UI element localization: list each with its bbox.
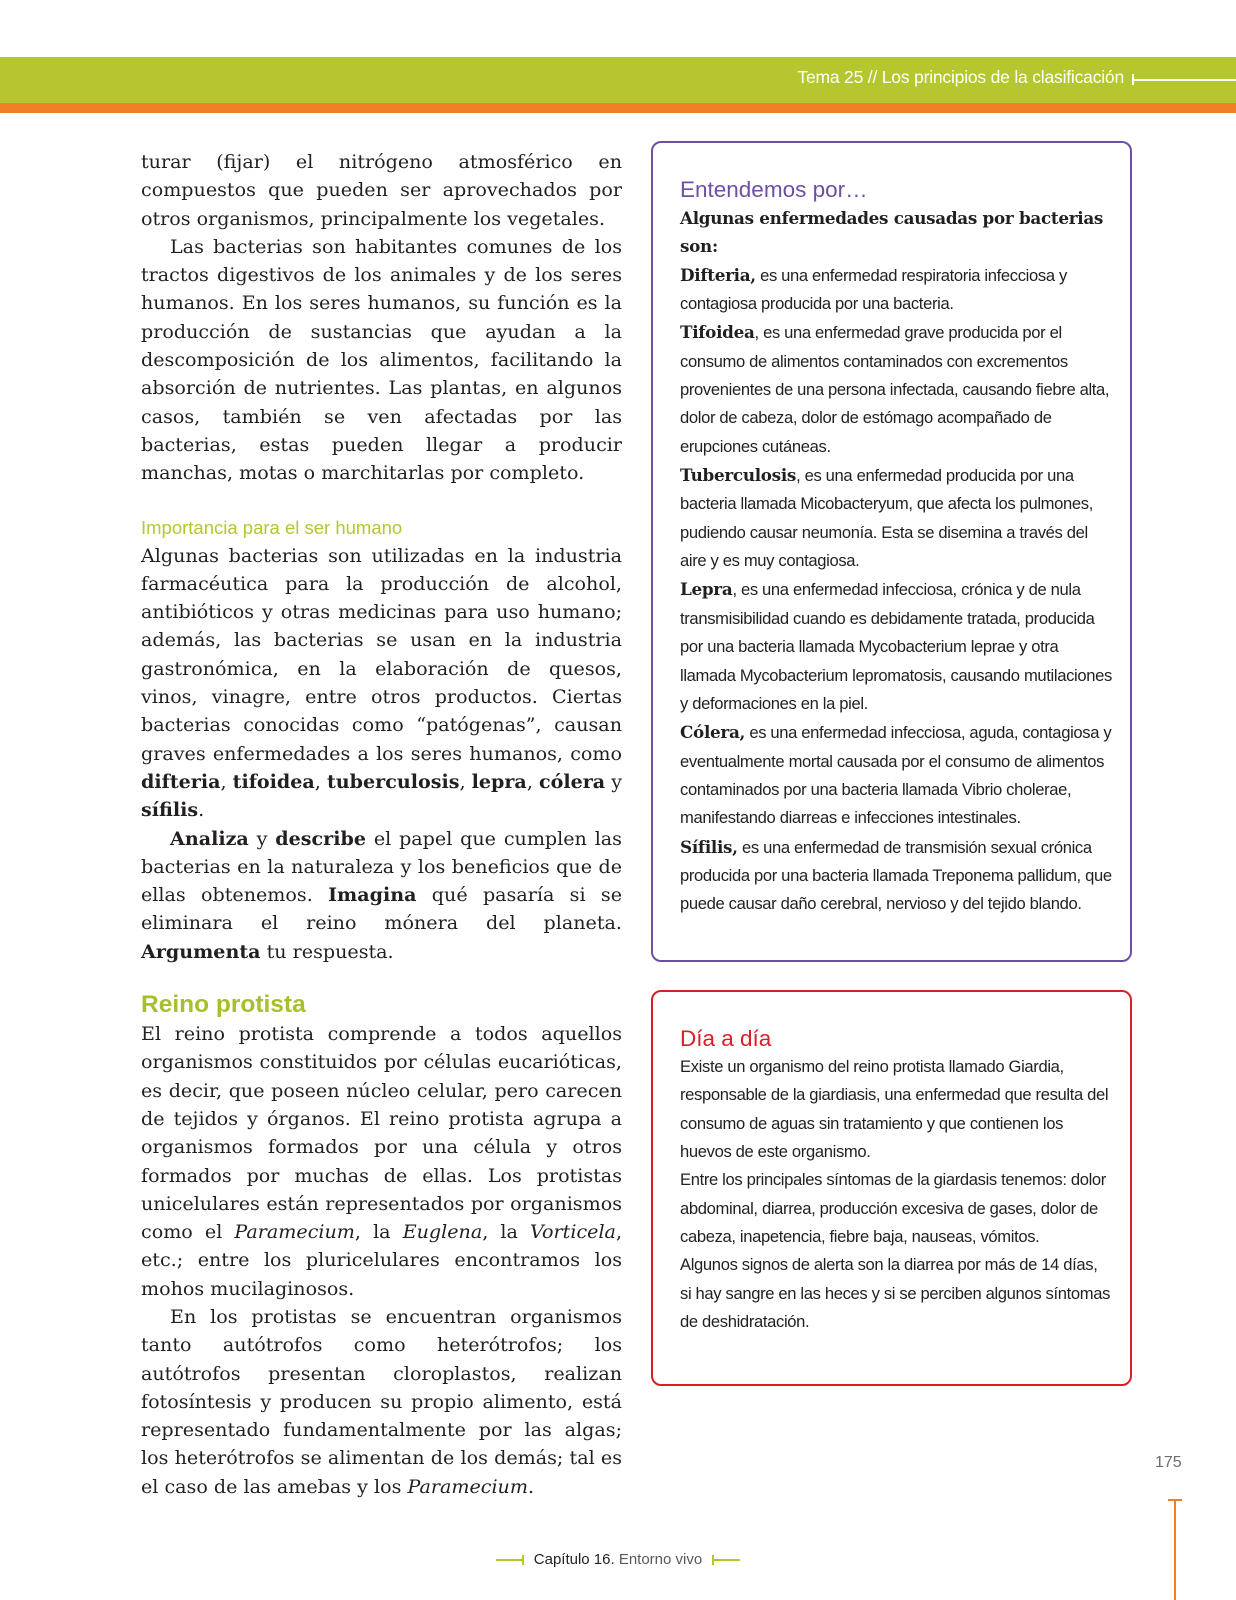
definition-colera — [680, 718, 1112, 832]
definition-sifilis — [680, 833, 1112, 919]
bold-term: Argumenta — [141, 939, 261, 963]
definition-term: Difteria, — [680, 264, 756, 285]
footer-rule-right — [712, 1559, 740, 1561]
italic-term: Paramecium — [234, 1220, 355, 1244]
paragraph: Las bacterias son habitantes comunes de los tractos digestivos de los animales y de los seres humanos. En los seres humanos, su función es la producción de sustancias que ayudan a la descomposición de los alimentos, facilitando la absorción de nutrientes. Las plantas, en algunos casos, también se ven afectadas por las bacterias, estas pueden llegar a producir manchas, motas o marchitarlas por completo. — [141, 234, 622, 485]
separator: . — [527, 1474, 535, 1498]
bold-term: lepra — [471, 769, 527, 793]
header-title: Tema 25 // Los principios de la clasificación — [797, 67, 1124, 87]
box-paragraph: Entre los principales síntomas de la giardasis tenemos: dolor abdominal, diarrea, producción excesiva de gases, dolor de cabeza, inapetencia, fiebre baja, nauseas, vómitos. — [680, 1170, 1106, 1247]
footer-chapter-name: Entorno vivo — [618, 1551, 703, 1568]
paragraph-text: El reino protista comprende a todos aquellos organismos constituidos por células eucarióticas, es decir, que poseen núcleo celular, pero carecen de tejidos y órganos. El reino protista agrupa a organismos formados por una célula y otros formados por muchas de ellas. Los protistas unicelulares están representados por organismos como el — [141, 1022, 622, 1244]
paragraph-text: Algunas bacterias son utilizadas en la industria farmacéutica para la producción de alcohol, antibióticos y otras medicinas para uso humano; además, las bacterias se usan en la industria gastronómica, en la elaboración de quesos, vinos, vinagre, entre otros productos. Ciertas bacterias conocidas como “patógenas”, causan graves enfermedades a los seres humanos, como — [141, 543, 622, 765]
paragraph-text: y — [248, 826, 276, 850]
italic-term: Vorticela — [530, 1220, 616, 1244]
separator: , — [526, 769, 539, 793]
box-paragraph: Existe un organismo del reino protista llamado Giardia, responsable de la giardiasis, una enfermedad que resulta del consumo de aguas sin tratamiento y que contienen los huevos de este organismo. — [680, 1057, 1109, 1162]
margin-rule — [1174, 1500, 1176, 1600]
definition-term: Tifoidea — [680, 322, 755, 343]
separator: , — [459, 769, 472, 793]
paragraph — [141, 542, 622, 825]
paragraph-text: qué pasaría si se eliminara el reino mónera del planeta. — [141, 883, 623, 935]
entendemos-por-box — [651, 141, 1132, 962]
section-title-reino-protista: Reino protista — [141, 991, 306, 1019]
paragraph-text: , etc.; entre los pluricelulares encontramos los mohos mucilaginosos. — [141, 1220, 623, 1300]
definition-text: , es una enfermedad grave producida por el consumo de alimentos contaminados con excrementos provenientes de una persona infectada, causando fiebre alta, dolor de cabeza, dolor de estómago acompañado de erupciones cutáneas. — [680, 323, 1110, 456]
bold-term: tifoidea — [232, 769, 315, 793]
footer — [0, 1551, 1236, 1568]
definition-text: es una enfermedad respiratoria infecciosa y contagiosa producida por una bacteria. — [680, 265, 1067, 314]
separator: , — [314, 769, 327, 793]
definition-tuberculosis — [680, 461, 1112, 575]
subheading-importancia: Importancia para el ser humano — [141, 516, 403, 538]
activity-paragraph — [141, 825, 622, 966]
header-orange-stripe — [0, 103, 1236, 113]
paragraph — [141, 1020, 622, 1303]
main-text-column — [141, 148, 622, 1501]
box-body — [680, 204, 1112, 919]
definition-text: es una enfermedad de transmisión sexual crónica producida por una bacteria llamada Treponema pallidum, que puede causar daño cerebral, nervioso y del tejido blando. — [680, 837, 1112, 914]
box-intro: Algunas enfermedades causadas por bacterias son: — [680, 208, 1104, 257]
paragraph — [141, 1303, 622, 1501]
definition-term: Cólera, — [680, 722, 746, 743]
definition-text: , es una enfermedad infecciosa, crónica y de nula transmisibilidad cuando es debidamente tratada, producida por una bacteria llamada Mycobacterium leprae y otra llamada Mycobacterium lepromatosis, causando mutilaciones y deformaciones en la piel. — [680, 580, 1112, 713]
separator: , la — [482, 1220, 531, 1244]
definition-lepra — [680, 575, 1112, 718]
bold-term: cólera — [538, 769, 606, 793]
box-paragraph: Algunos signos de alerta son la diarrea por más de 14 días, si hay sangre en las heces y si se perciben algunos síntomas de deshidratación. — [680, 1255, 1111, 1332]
box-title: Entendemos por… — [680, 177, 868, 202]
separator: , — [220, 769, 233, 793]
bold-term: Imagina — [328, 883, 417, 907]
bold-term: Analiza — [170, 826, 249, 850]
definition-term: Lepra — [680, 579, 733, 600]
bold-term: sífilis — [141, 798, 199, 822]
bold-term: tuberculosis — [326, 769, 460, 793]
definition-difteria — [680, 261, 1112, 319]
paragraph-text: el papel que cumplen las bacterias en la naturaleza y los beneficios que de ellas obtenemos. — [141, 826, 622, 907]
footer-rule-left — [496, 1559, 524, 1561]
bold-term: difteria — [141, 769, 221, 793]
paragraph: turar (fijar) el nitrógeno atmosférico en compuestos que pueden ser aprovechados por otros organismos, principalmente los vegetales. — [141, 150, 622, 230]
separator: , la — [354, 1220, 403, 1244]
box-body — [680, 1053, 1112, 1336]
paragraph-text: tu respuesta. — [260, 939, 394, 963]
page-number: 175 — [1155, 1454, 1182, 1471]
definition-text: es una enfermedad infecciosa, aguda, contagiosa y eventualmente mortal causada por el consumo de alimentos contaminados por una bacteria llamada Vibrio cholerae, manifestando diarreas e infecciones intestinales. — [680, 723, 1112, 828]
dia-a-dia-box — [651, 990, 1132, 1386]
paragraph-text: En los protistas se encuentran organismos tanto autótrofos como heterótrofos; los autótrofos presentan cloroplastos, realizan fotosíntesis y producen su propio alimento, está representado fundamentalmente por las algas; los heterótrofos se alimentan de los demás; tal es el caso de las amebas y los — [141, 1304, 622, 1498]
bold-term: describe — [275, 826, 366, 850]
box-title: Día a día — [680, 1026, 772, 1051]
definition-term: Sífilis, — [680, 836, 738, 857]
italic-term: Euglena — [402, 1220, 483, 1244]
separator: y — [605, 769, 623, 793]
definition-text: , es una enfermedad producida por una bacteria llamada Micobacteryum, que afecta los pulmones, pudiendo causar neumonía. Esta se disemina a través del aire y es muy contagiosa. — [680, 466, 1093, 571]
footer-chapter: Capítulo 16. — [533, 1551, 615, 1568]
header-rule — [1132, 79, 1236, 81]
definition-tifoidea — [680, 318, 1112, 461]
definition-term: Tuberculosis — [680, 465, 797, 486]
italic-term: Paramecium — [407, 1474, 528, 1498]
separator: . — [198, 798, 205, 822]
